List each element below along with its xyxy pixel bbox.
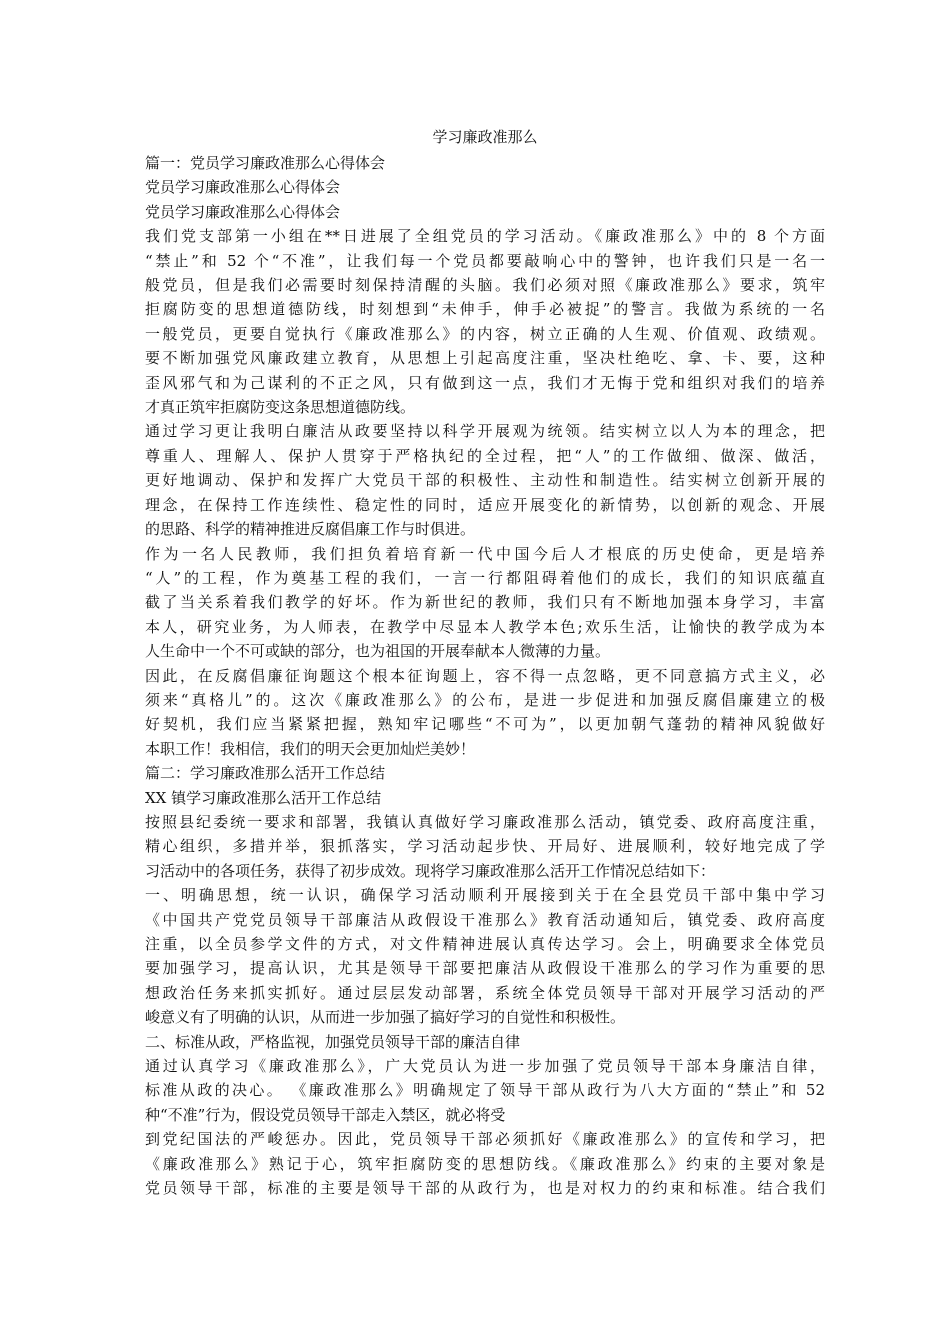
paragraph-line: 我们党支部第一小组在**日进展了全组党员的学习活动。《廉政准那么》中的 8 个方面 [145,227,825,246]
paragraph-line: 歪风邪气和为己谋利的不正之风，只有做到这一点，我们才无悔于党和组织对我们的培养 [145,373,825,392]
paragraph-line: 《中国共产党党员领导干部廉洁从政假设干准那么》教育活动通知后，镇党委、政府高度 [145,910,825,929]
paragraph-line: 通过学习更让我明白廉洁从政要坚持以科学开展观为统领。结实树立以人为本的理念，把 [145,422,825,441]
paragraph-line: 《廉政准那么》熟记于心，筑牢拒腐防变的思想防线。《廉政准那么》约束的主要对象是 [145,1154,825,1173]
paragraph-line: 尊重人、理解人、保护人贯穿于严格执纪的全过程，把“人”的工作做细、做深、做活， [145,446,825,465]
paragraph-line: 到党纪国法的严峻惩办。因此，党员领导干部必须抓好《廉政准那么》的宣传和学习，把 [145,1130,825,1149]
paragraph-line: “禁止”和 52 个“不准”，让我们每一个党员都要敲响心中的警钟，也许我们只是一名一 [145,251,825,270]
paragraph-line: 作为一名人民教师，我们担负着培育新一代中国今后人才根底的历史使命，更是培养 [145,544,825,563]
paragraph-line: 通过认真学习《廉政准那么》，广大党员认为进一步加强了党员领导干部本身廉洁自律， [145,1057,825,1076]
paragraph-line: 才真正筑牢拒腐防变这条思想道德防线。 [145,398,416,417]
paragraph-line: “人”的工程，作为奠基工程的我们，一言一行都阻碍着他们的成长，我们的知识底蕴直 [145,568,825,587]
paragraph-line: 本人，研究业务，为人师表，在教学中尽显本人教学本色;欢乐生活，让愉快的教学成为本 [145,617,825,636]
paragraph-line: 习活动中的各项任务，获得了初步成效。现将学习廉政准那么活开工作情况总结如下： [145,861,716,880]
paragraph-line: 要加强学习，提高认识，尤其是领导干部要把廉洁从政假设干准那么的学习作为重要的思 [145,959,825,978]
paragraph-line: 要不断加强党风廉政建立教育，从思想上引起高度注重，坚决杜绝吃、拿、卡、要，这种 [145,349,825,368]
paragraph-line: 种“不准”行为，假设党员领导干部走入禁区，就必将受 [145,1105,506,1124]
paragraph-line: 一、明确思想，统一认识，确保学习活动顺利开展接到关于在全县党员干部中集中学习 [145,886,825,905]
paragraph-line: 因此，在反腐倡廉征询题这个根本征询题上，容不得一点忽略，更不同意搞方式主义，必 [145,666,825,685]
paragraph-line: 更好地调动、保护和发挥广大党员干部的积极性、主动性和制造性。结实树立创新开展的 [145,471,825,490]
section-heading: 篇一：党员学习廉政准那么心得体会 [145,154,386,172]
section-heading: 党员学习廉政准那么心得体会 [145,202,341,221]
paragraph-line: 拒腐防变的思想道德防线，时刻想到“未伸手，伸手必被捉”的警言。我做为系统的一名 [145,300,825,319]
paragraph-line: 好契机，我们应当紧紧把握，熟知牢记哪些“不可为”，以更加朝气蓬勃的精神风貌做好 [145,715,825,734]
section-heading: 篇二：学习廉政准那么活开工作总结 [145,764,386,783]
paragraph-line: 须来“真格儿”的。这次《廉政准那么》的公布，是进一步促进和加强反腐倡廉建立的极 [145,690,825,709]
paragraph-line: 般党员，但是我们必需要时刻保持清醒的头脑。我们必须对照《廉政准那么》要求，筑牢 [145,276,825,295]
document-page [145,125,825,1200]
paragraph-line: 想政治任务来抓实抓好。通过层层发动部署，系统全体党员领导干部对开展学习活动的严 [145,983,825,1002]
paragraph-line: 理念，在保持工作连续性、稳定性的同时，适应开展变化的新情势，以创新的观念、开展 [145,495,825,514]
section-heading: 党员学习廉政准那么心得体会 [145,178,341,197]
paragraph-line: 党员领导干部，标准的主要是领导干部的从政行为，也是对权力的约束和标准。结合我们 [145,1179,825,1198]
section-heading: XX 镇学习廉政准那么活开工作总结 [145,788,382,807]
paragraph-line: 按照县纪委统一要求和部署，我镇认真做好学习廉政准那么活动，镇党委、政府高度注重， [145,812,825,831]
paragraph-line: 人生命中一个不可或缺的部分，也为祖国的开展奉献本人微薄的力量。 [145,642,611,661]
paragraph-line: 一般党员，更要自觉执行《廉政准那么》的内容，树立正确的人生观、价值观、政绩观。 [145,324,825,343]
paragraph-line: 本职工作！我相信，我们的明天会更加灿烂美妙！ [145,739,476,758]
paragraph-line: 注重，以全员参学文件的方式，对文件精神进展认真传达学习。会上，明确要求全体党员 [145,935,825,953]
paragraph-line: 的思路、科学的精神推进反腐倡廉工作与时俱进。 [145,520,476,539]
paragraph-line: 精心组织，多措并举，狠抓落实，学习活动起步快、开局好、进展顺利，较好地完成了学 [145,837,825,856]
paragraph-line: 峻意义有了明确的认识，从而进一步加强了搞好学习的自觉性和积极性。 [145,1008,626,1027]
document-title: 学习廉政准那么 [432,128,538,146]
paragraph-line: 截了当关系着我们教学的好坏。作为新世纪的教师，我们只有不断地加强本身学习，丰富 [145,593,825,612]
section-heading: 二、标准从政，严格监视，加强党员领导干部的廉洁自律 [145,1032,521,1051]
paragraph-line: 标准从政的决心。 《廉政准那么》明确规定了领导干部从政行为八大方面的“禁止”和 52 [145,1081,825,1100]
document-body [145,151,825,1200]
